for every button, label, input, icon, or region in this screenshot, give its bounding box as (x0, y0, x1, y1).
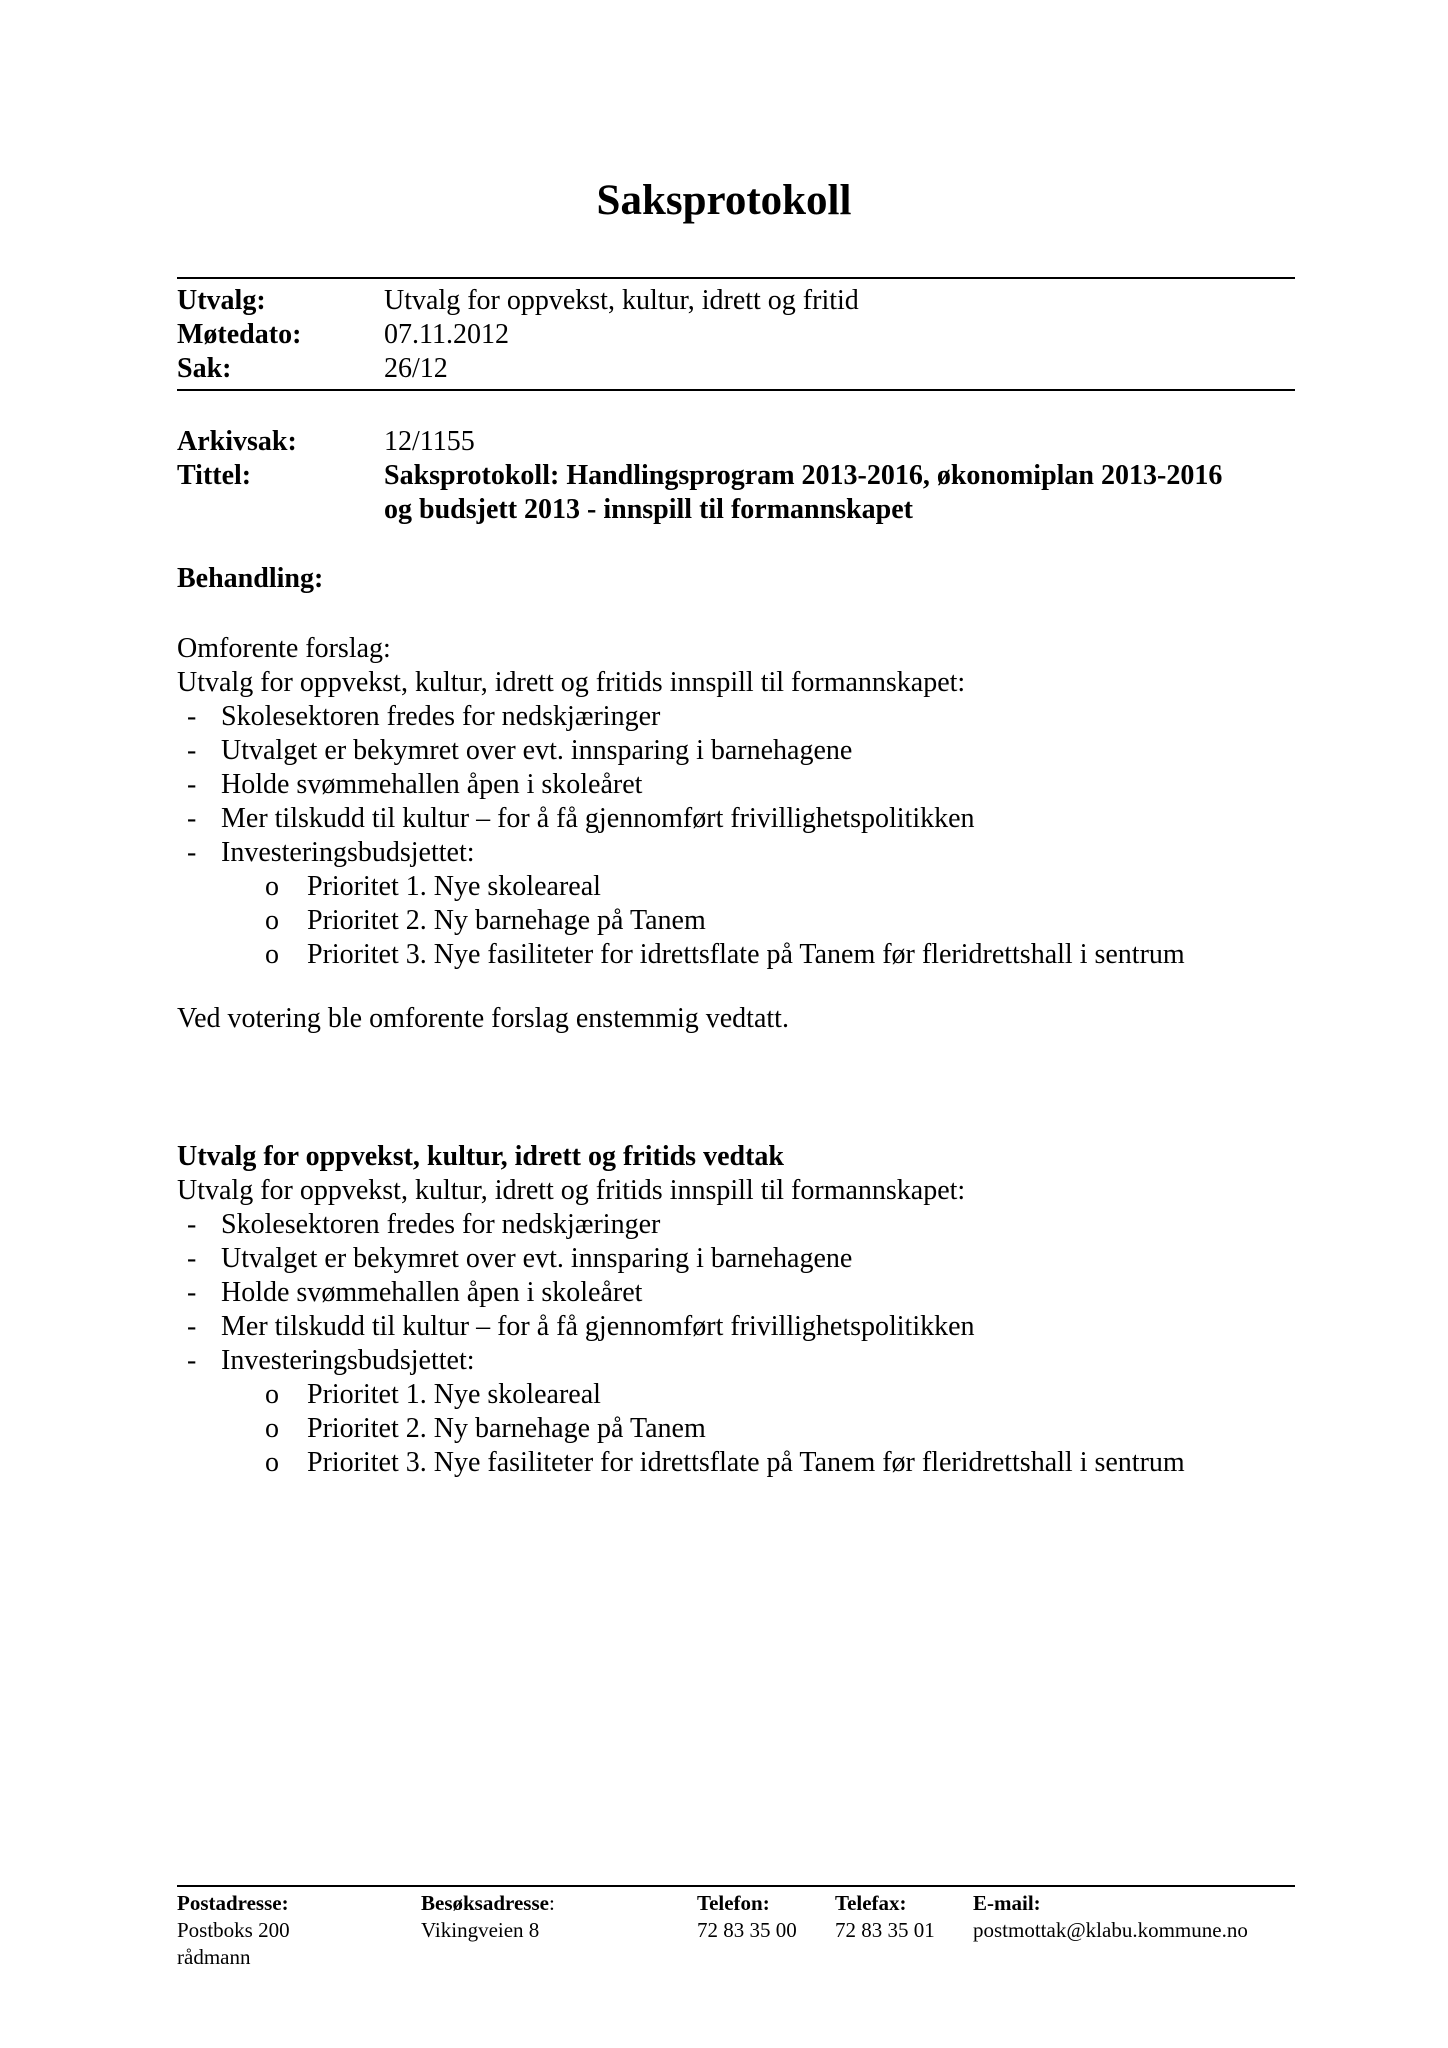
vedtak-intro: Utvalg for oppvekst, kultur, idrett og fritids innspill til formannskapet: (177, 1175, 966, 1206)
footer-postadresse: Postadresse: Postboks 200 rådmann (177, 1891, 290, 1969)
arkivsak-label: Arkivsak: (177, 426, 297, 457)
sub-list-item: o Prioritet 3. Nye fasiliteter for idrettsflate på Tanem før fleridrettshall i sentrum (265, 939, 1185, 970)
footer-besoksadresse: Besøksadresse: Vikingveien 8 (421, 1891, 555, 1942)
email-link[interactable]: postmottak@klabu.kommune.no (973, 1918, 1248, 1942)
sak-label: Sak: (177, 353, 232, 384)
list-item: - Holde svømmehallen åpen i skoleåret (187, 769, 643, 800)
votering-text: Ved votering ble omforente forslag enstemmig vedtatt. (177, 1003, 789, 1034)
utvalg-value: Utvalg for oppvekst, kultur, idrett og fritid (384, 285, 859, 316)
arkivsak-value: 12/1155 (384, 426, 475, 457)
document-title: Saksprotokoll (596, 177, 852, 224)
sub-list-item: o Prioritet 1. Nye skoleareal (265, 871, 601, 902)
tittel-label: Tittel: (177, 460, 252, 491)
behandling-body (177, 632, 1295, 972)
list-item: - Investeringsbudsjettet: (187, 837, 475, 868)
motedato-value: 07.11.2012 (384, 319, 509, 350)
list-item: - Investeringsbudsjettet: (187, 1345, 475, 1376)
list-item: - Utvalget er bekymret over evt. innsparing i barnehagene (187, 735, 853, 766)
footer-telefax: Telefax: 72 83 35 01 (835, 1891, 935, 1942)
behandling-intro-2: Utvalg for oppvekst, kultur, idrett og fritids innspill til formannskapet: (177, 667, 966, 698)
footer-rule (177, 1885, 1295, 1887)
tittel-line-1: Saksprotokoll: Handlingsprogram 2013-2016, økonomiplan 2013-2016 (384, 460, 1223, 491)
list-item: - Skolesektoren fredes for nedskjæringer (187, 701, 661, 732)
sub-list-item: o Prioritet 1. Nye skoleareal (265, 1379, 601, 1410)
tittel-line-2: og budsjett 2013 - innspill til formannskapet (384, 494, 913, 525)
vedtak-heading: Utvalg for oppvekst, kultur, idrett og fritids vedtak (177, 1141, 784, 1172)
footer-email: E-mail: postmottak@klabu.kommune.no (973, 1891, 1248, 1942)
sub-list-item: o Prioritet 3. Nye fasiliteter for idrettsflate på Tanem før fleridrettshall i sentrum (265, 1447, 1185, 1478)
top-rule (177, 277, 1295, 279)
motedato-label: Møtedato: (177, 319, 302, 350)
utvalg-label: Utvalg: (177, 285, 266, 316)
behandling-heading: Behandling: (177, 563, 324, 594)
list-item: - Mer tilskudd til kultur – for å få gjennomført frivillighetspolitikken (187, 1311, 975, 1342)
sub-list-item: o Prioritet 2. Ny barnehage på Tanem (265, 905, 706, 936)
tittel-row (177, 459, 1295, 527)
vedtak-body (177, 1174, 1295, 1480)
meta-bottom-rule (177, 389, 1295, 391)
list-item: - Utvalget er bekymret over evt. innsparing i barnehagene (187, 1243, 853, 1274)
footer-telefon: Telefon: 72 83 35 00 (697, 1891, 797, 1942)
arkivsak-row (177, 425, 1295, 459)
behandling-intro-1: Omforente forslag: (177, 633, 391, 664)
list-item: - Holde svømmehallen åpen i skoleåret (187, 1277, 643, 1308)
list-item: - Mer tilskudd til kultur – for å få gjennomført frivillighetspolitikken (187, 803, 975, 834)
list-item: - Skolesektoren fredes for nedskjæringer (187, 1209, 661, 1240)
case-info (177, 425, 1295, 527)
sak-value: 26/12 (384, 353, 448, 384)
sub-list-item: o Prioritet 2. Ny barnehage på Tanem (265, 1413, 706, 1444)
